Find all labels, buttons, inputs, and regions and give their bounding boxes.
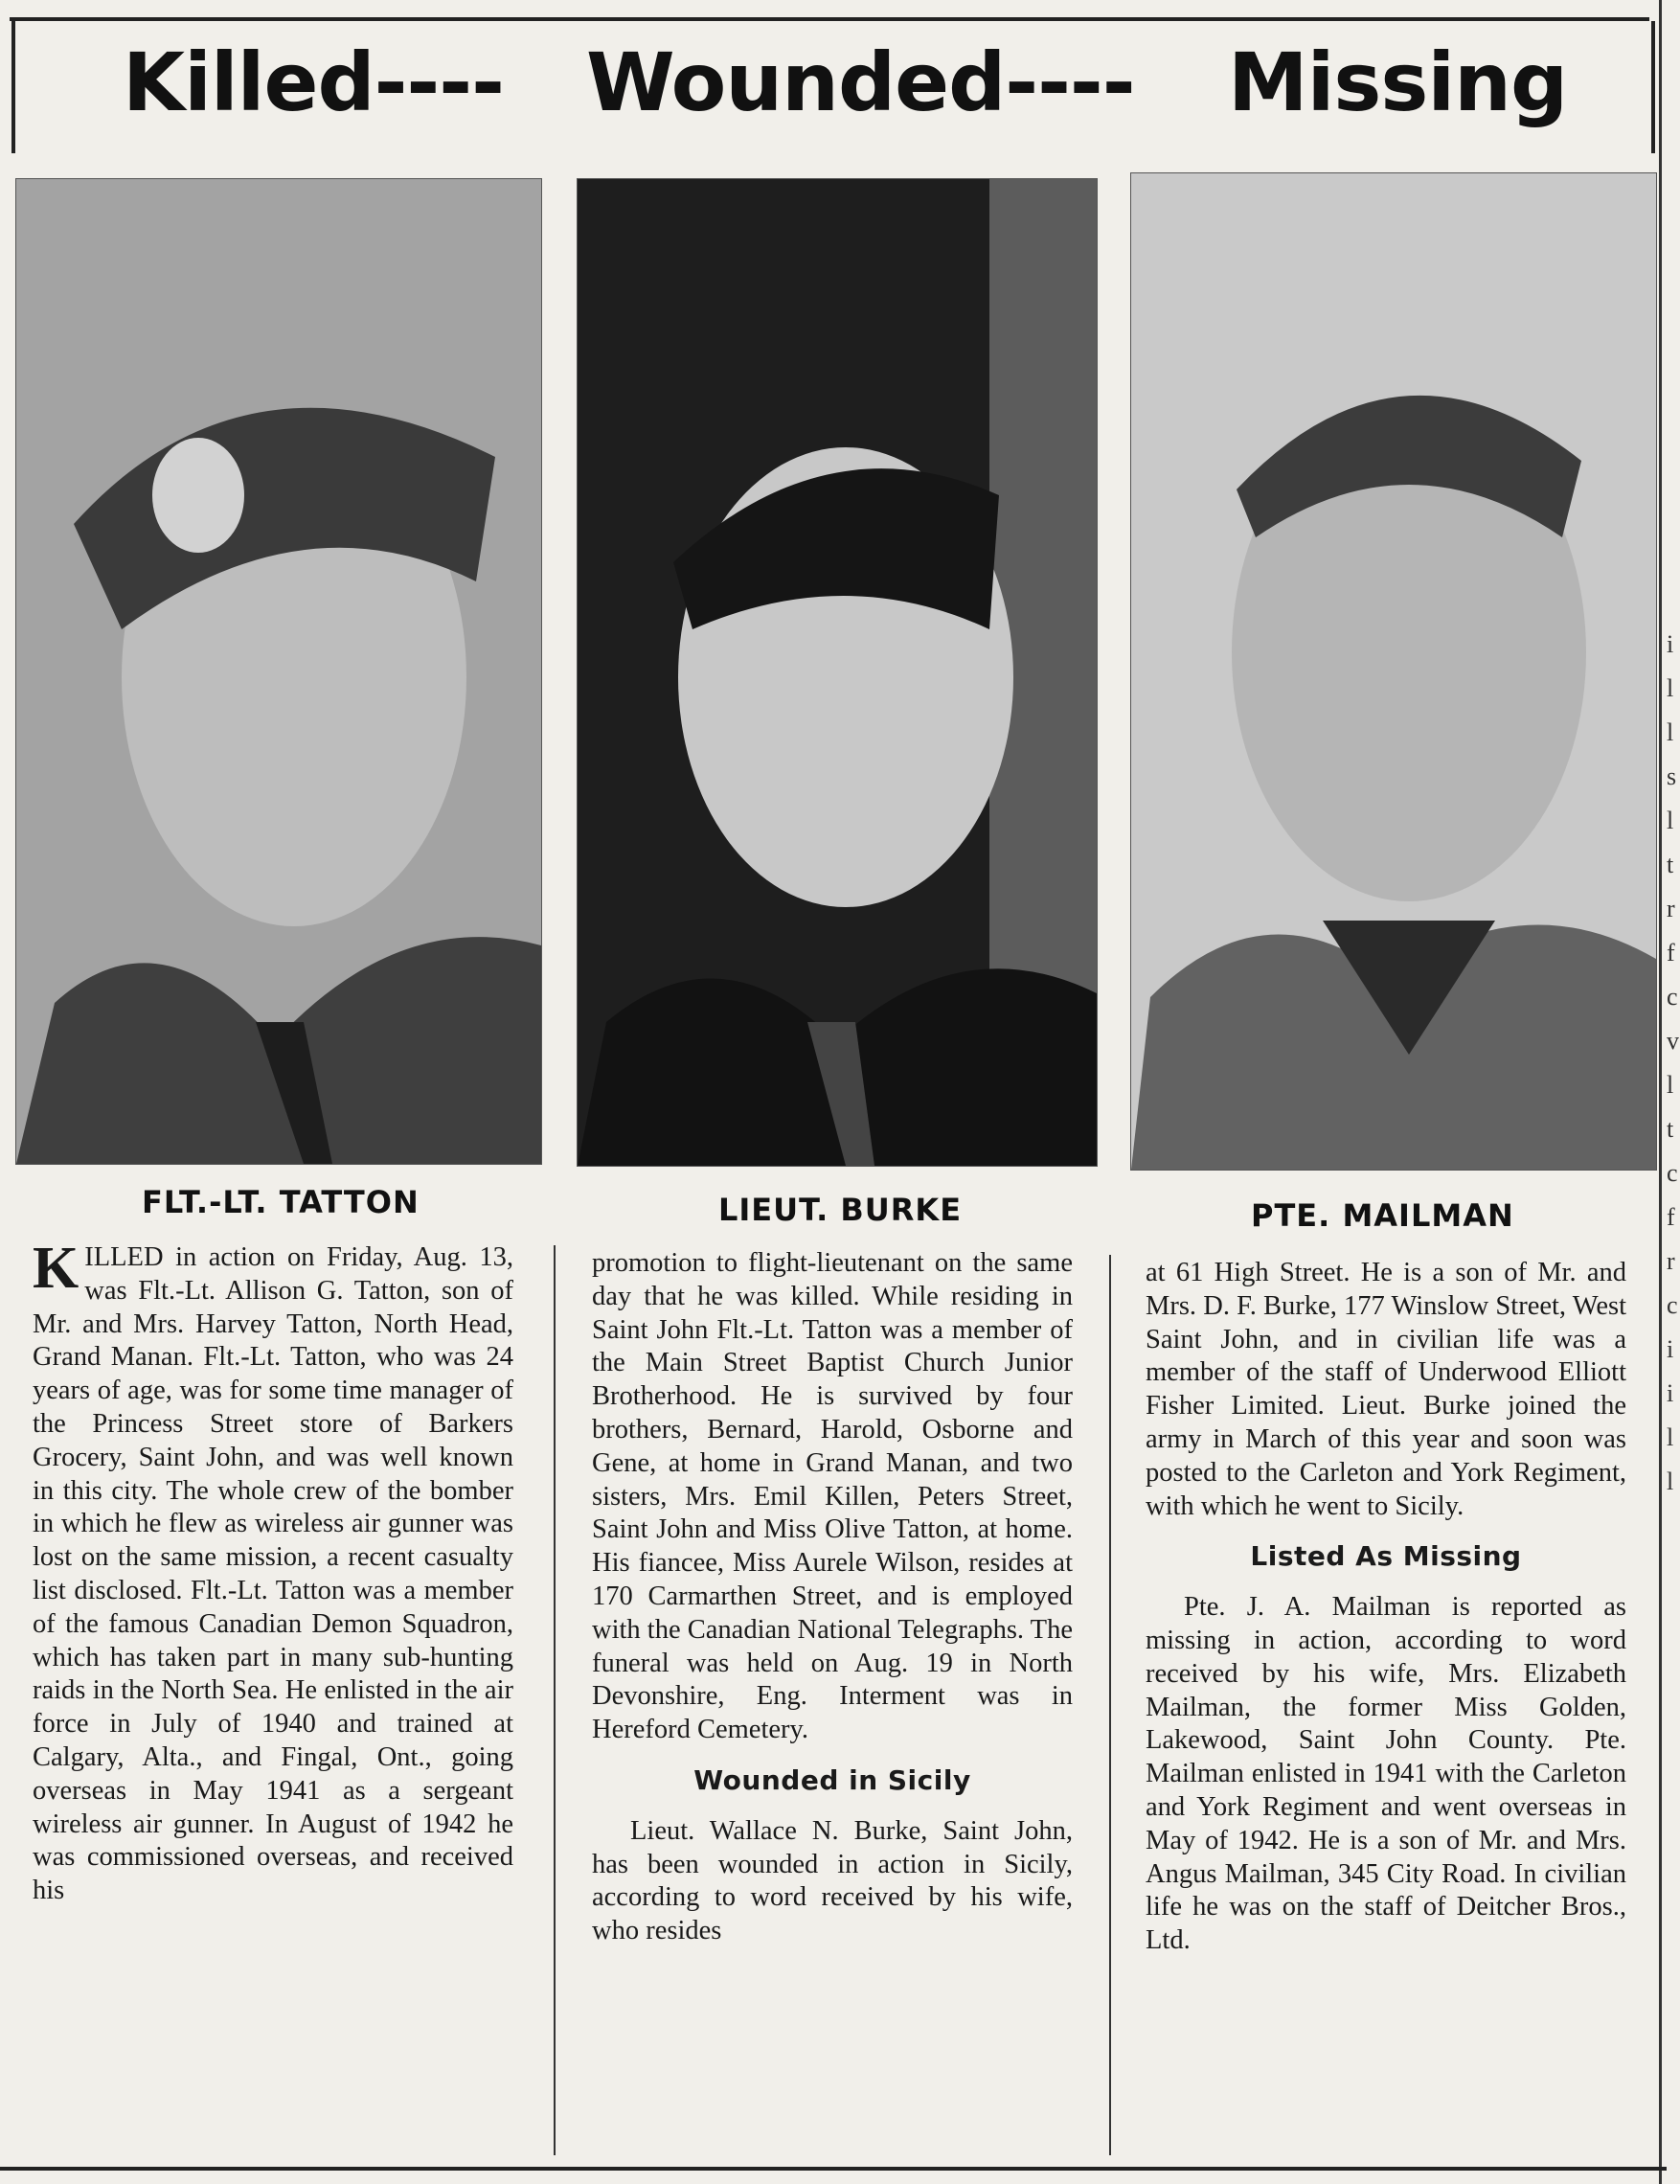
caption-burke: LIEUT. BURKE <box>718 1192 963 1228</box>
column-rule-2 <box>1109 1255 1111 2155</box>
portrait-mailman-image <box>1131 173 1656 1170</box>
page-edge-rule <box>1659 0 1662 2184</box>
subhead-missing: Listed As Missing <box>1250 1540 1522 1573</box>
subhead-wounded: Wounded in Sicily <box>693 1763 971 1796</box>
portrait-tatton-image <box>16 179 541 1164</box>
article-column-2 <box>592 1247 1073 1948</box>
caption-tatton: FLT.-LT. TATTON <box>142 1184 420 1220</box>
portrait-burke-image <box>578 179 1097 1166</box>
portrait-mailman <box>1130 172 1657 1171</box>
article-burke-continued: at 61 High Street. He is a son of Mr. and Mrs. D. F. Burke, 177 Winslow Street, West Saint John, and in civilian life was a member of the staff of Underwood Elliott Fisher Limited. Lieut. Burke joined the army in March of this year and soon was posted to the Carleton and York Regiment, with which he went to Sicily. <box>1146 1258 1626 1521</box>
article-burke-text: Lieut. Wallace N. Burke, Saint John, has been wounded in action in Sicily, according to word received by his wife, who resides <box>592 1815 1073 1946</box>
article-column-1 <box>33 1236 513 1908</box>
headline-killed: Killed---- <box>123 35 505 129</box>
headline-wounded: Wounded---- <box>586 35 1135 129</box>
portrait-tatton <box>15 178 542 1165</box>
caption-mailman: PTE. MAILMAN <box>1251 1197 1514 1234</box>
bottom-rule <box>0 2167 1667 2171</box>
column-rule-1 <box>554 1245 556 2155</box>
article-tatton-paragraph <box>33 1236 513 1908</box>
article-tatton-continued: promotion to flight-lieutenant on the same day that he was killed. While residing in Saint John Flt.-Lt. Tatton was a member of the Main Street Baptist Church Junior Brotherhood. He is survived by four brothers, Bernard, Harold, Osborne and Gene, at home in Grand Manan, and two sisters, Mrs. Emil Killen, Peters Street, Saint John and Miss Olive Tatton, at home. His fiancee, Miss Aurele Wilson, resides at 170 Carmarthen Street, and is employed with the Canadian National Telegraphs. The funeral was held on Aug. 19 in North Devonshire, Eng. Interment was in Hereford Cemetery. <box>592 1248 1073 1745</box>
headline-missing: Missing <box>1228 35 1568 129</box>
article-tatton-text: ILLED in action on Friday, Aug. 13, was Flt.-Lt. Allison G. Tatton, son of Mr. and Mrs. Harvey Tatton, North Head, Grand Manan. Flt.-Lt. Tatton, who was 24 years of age, was for some time manager of the Princess Street store of Barkers Grocery, Saint John, and was well known in this city. The whole crew of the bomber in which he flew as wireless air gunner was lost on the same mission, a recent casualty list disclosed. Flt.-Lt. Tatton was a member of the famous Canadian Demon Squadron, which has taken part in many sub-hunting raids in the North Sea. He enlisted in the air force in July of 1940 and trained at Calgary, Alta., and Fingal, Ont., going overseas in May 1941 as a sergeant wireless air gunner. In August of 1942 he was commissioned overseas, and received his <box>33 1242 513 1906</box>
article-column-3 <box>1146 1257 1626 1958</box>
drop-cap: K <box>33 1236 79 1301</box>
article-mailman-text: Pte. J. A. Mailman is reported as missing in action, according to word received by his wife, Mrs. Elizabeth Mailman, the former Miss Golden, Lakewood, Saint John County. Pte. Mailman enlisted in 1941 with the Carleton and York Regiment and went overseas in May of 1942. He is a son of Mr. and Mrs. Angus Mailman, 345 City Road. In civilian life he was on the staff of Deitcher Bros., Ltd. <box>1146 1592 1626 1956</box>
adjacent-column-fragment: i l l s l t r f c v l t c f r c i i l l <box>1667 630 1679 1495</box>
portrait-burke <box>577 178 1098 1167</box>
